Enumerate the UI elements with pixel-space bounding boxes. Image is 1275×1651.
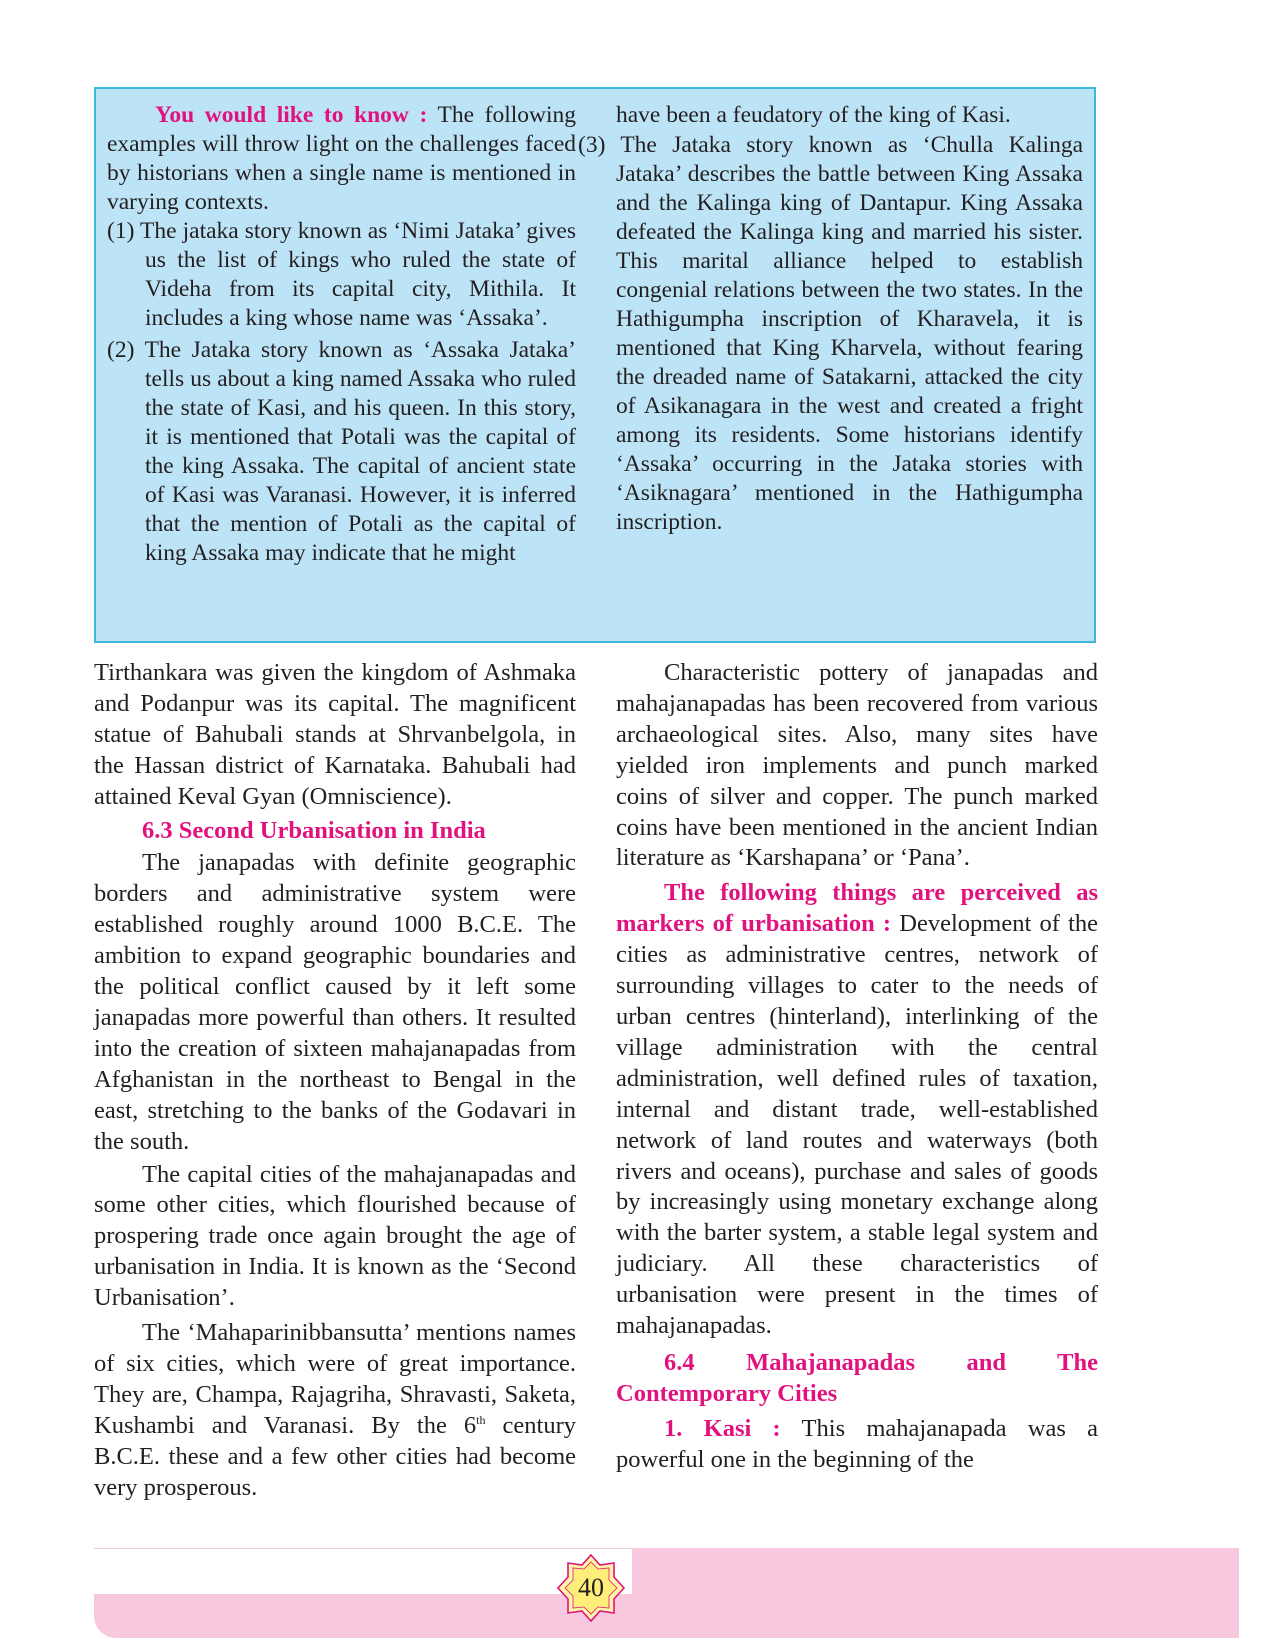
paragraph-kasi: 1. Kasi : This mahajanapada was a powerful one in the beginning of the xyxy=(616,1414,1098,1473)
info-item-2-continued: have been a feudatory of the king of Kasi. xyxy=(616,102,1011,128)
section-heading-6-3: 6.3 Second Urbanisation in India xyxy=(142,816,486,844)
kasi-lead: 1. Kasi : xyxy=(664,1414,781,1442)
main-left-column xyxy=(94,658,576,1503)
paragraph-capital-cities: The capital cities of the mahajanapadas and some other cities, which flourished because of prospering trade once again brought the age of urbanisation in India. It is known as the ‘Second Urbanisation’. xyxy=(94,1160,576,1312)
info-box-left-column xyxy=(107,101,576,568)
paragraph-pottery: Characteristic pottery of janapadas and mahajanapadas has been recovered from various archaeological sites. Also, many sites have yielded iron implements and punch marked coins of silver and copper. The punch marked coins have been mentioned in the ancient Indian literature as ‘Karshapana’ or ‘Pana’. xyxy=(616,659,1098,872)
info-box-heading: You would like to know : xyxy=(155,102,428,128)
info-box-intro: You would like to know : The following examples will throw light on the challenges faced by historians when a single name is mentioned in varying contexts. xyxy=(107,102,577,215)
paragraph-urbanisation-markers: The following things are perceived as markers of urbanisation : Development of the cities as administrative centres, network of surrounding villages to cater to the needs of urban centres (hinterland), interlinking of the village administration with the central administration, well defined rules of taxation, internal and distant trade, well-established network of land routes and waterways (both rivers and oceans), purchase and sales of goods by increasingly using monetary exchange along with the barter system, a stable legal system and judiciary. All these characteristics of urbanisation were present in the times of mahajanapadas. xyxy=(616,879,1098,1340)
markers-lead: The following things are perceived as markers of urbanisation : xyxy=(616,879,1098,938)
info-item-3: (3) The Jataka story known as ‘Chulla Kalinga Jataka’ describes the battle between King Assaka and the Kalinga king of Dantapur. King Assaka defeated the Kalinga king and married his sister. This marital alliance helped to establish congenial relations between the two states. In the Hathigumpha inscription of Kharavela, it is mentioned that King Kharvela, without fearing the dreaded name of Satakarni, attacked the city of Asikanagara in the west and created a fright among its residents. Some historians identify ‘Assaka’ occurring in the Jataka stories with ‘Asiknagara’ mentioned in the Hathigumpha inscription. xyxy=(578,132,1083,535)
paragraph-tirthankara: Tirthankara was given the kingdom of Ashmaka and Podanpur was its capital. The magnificent statue of Bahubali stands at Shrvanbelgola, in the Hassan district of Karnataka. Bahubali had attained Keval Gyan (Omniscience). xyxy=(94,659,576,810)
footer-band-right xyxy=(632,1548,1239,1596)
main-right-column xyxy=(616,658,1098,1476)
paragraph-janapadas: The janapadas with definite geographic borders and administrative system were established roughly around 1000 B.C.E. The ambition to expand geographic boundaries and the political conflict caused by it left some janapadas more powerful than others. It resulted into the creation of sixteen mahajanapadas from Afghanistan in the northeast to Bengal in the east, stretching to the banks of the Godavari in the south. xyxy=(94,849,576,1155)
page-number: 40 xyxy=(578,1573,604,1602)
info-box-right-column xyxy=(578,101,1083,537)
section-heading-6-4: 6.4 Mahajanapadas and The Contemporary Cities xyxy=(616,1348,1098,1407)
info-item-1: (1) The jataka story known as ‘Nimi Jataka’ gives us the list of kings who ruled the state of Videha from its capital city, Mithila. It includes a king whose name was ‘Assaka’. xyxy=(107,218,577,331)
paragraph-mahaparinibbansutta: The ‘Mahaparinibbansutta’ mentions names of six cities, which were of great importance. They are, Champa, Rajagriha, Shravasti, Saketa, Kushambi and Varanasi. By the 6th century B.C.E. these and a few other cities had become very prosperous. xyxy=(94,1319,576,1501)
footer-divider xyxy=(94,1548,1239,1549)
info-item-2: (2) The Jataka story known as ‘Assaka Jataka’ tells us about a king named Assaka who ruled the state of Kasi, and his queen. In this story, it is mentioned that Potali was the capital of the king Assaka. The capital of ancient state of Kasi was Varanasi. However, it is inferred that the mention of Potali as the capital of king Assaka may indicate that he might xyxy=(107,337,577,566)
